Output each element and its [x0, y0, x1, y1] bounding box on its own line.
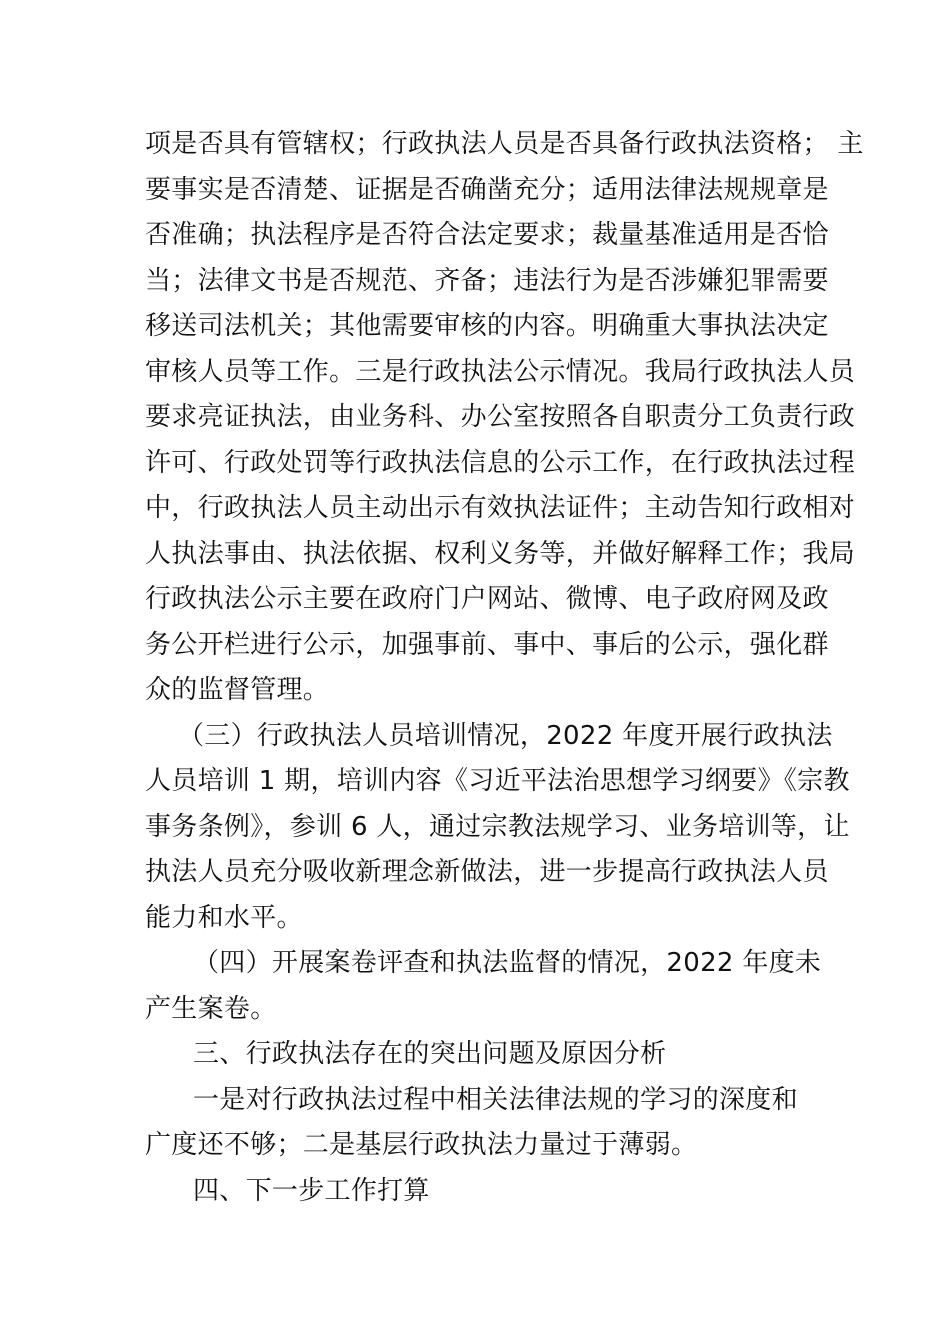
body-text-line: 当；法律文书是否规范、齐备；违法行为是否涉嫌犯罪需要 — [145, 266, 829, 296]
body-text-line: 中，行政执法人员主动出示有效执法证件；主动告知行政相对 — [145, 493, 856, 523]
body-text-line: 产生案卷。 — [145, 994, 277, 1024]
body-text-line: 许可、行政处罚等行政执法信息的公示工作，在行政执法过程 — [145, 448, 856, 478]
body-text-line: 否准确；执法程序是否符合法定要求；裁量基准适用是否恰 — [145, 220, 829, 250]
section-heading-3: 三、行政执法存在的突出问题及原因分析 — [193, 1039, 667, 1069]
body-text-line: 事务条例》，参训 6 人，通过宗教法规学习、业务培训等，让 — [145, 812, 850, 842]
section-heading-4: 四、下一步工作打算 — [193, 1176, 430, 1206]
section-4-paragraph-start: （四）开展案卷评查和执法监督的情况，2022 年度未 — [193, 948, 822, 978]
body-text-line: 人员培训 1 期，培训内容《习近平法治思想学习纲要》《宗教 — [145, 766, 850, 796]
body-text-line: 能力和水平。 — [145, 903, 303, 933]
body-text-line: 要事实是否清楚、证据是否确凿充分；适用法律法规规章是 — [145, 175, 829, 205]
body-text-line: 项是否具有管辖权；行政执法人员是否具备行政执法资格； 主 — [145, 129, 864, 159]
body-text-line: 要求亮证执法，由业务科、办公室按照各自职责分工负责行政 — [145, 402, 856, 432]
body-text-line: 广度还不够；二是基层行政执法力量过于薄弱。 — [145, 1130, 698, 1160]
body-text-line: 人执法事由、执法依据、权利义务等，并做好解释工作；我局 — [145, 539, 856, 569]
section-3-paragraph-start: （三）行政执法人员培训情况，2022 年度开展行政执法 — [178, 721, 833, 751]
issues-paragraph-start: 一是对行政执法过程中相关法律法规的学习的深度和 — [193, 1085, 798, 1115]
body-text-line: 务公开栏进行公示，加强事前、事中、事后的公示，强化群 — [145, 630, 829, 660]
body-text-line: 众的监督管理。 — [145, 675, 330, 705]
body-text-line: 审核人员等工作。三是行政执法公示情况。我局行政执法人员 — [145, 357, 856, 387]
body-text-line: 移送司法机关；其他需要审核的内容。明确重大事执法决定 — [145, 311, 829, 341]
body-text-line: 行政执法公示主要在政府门户网站、微博、电子政府网及政 — [145, 584, 829, 614]
body-text-line: 执法人员充分吸收新理念新做法，进一步提高行政执法人员 — [145, 857, 829, 887]
